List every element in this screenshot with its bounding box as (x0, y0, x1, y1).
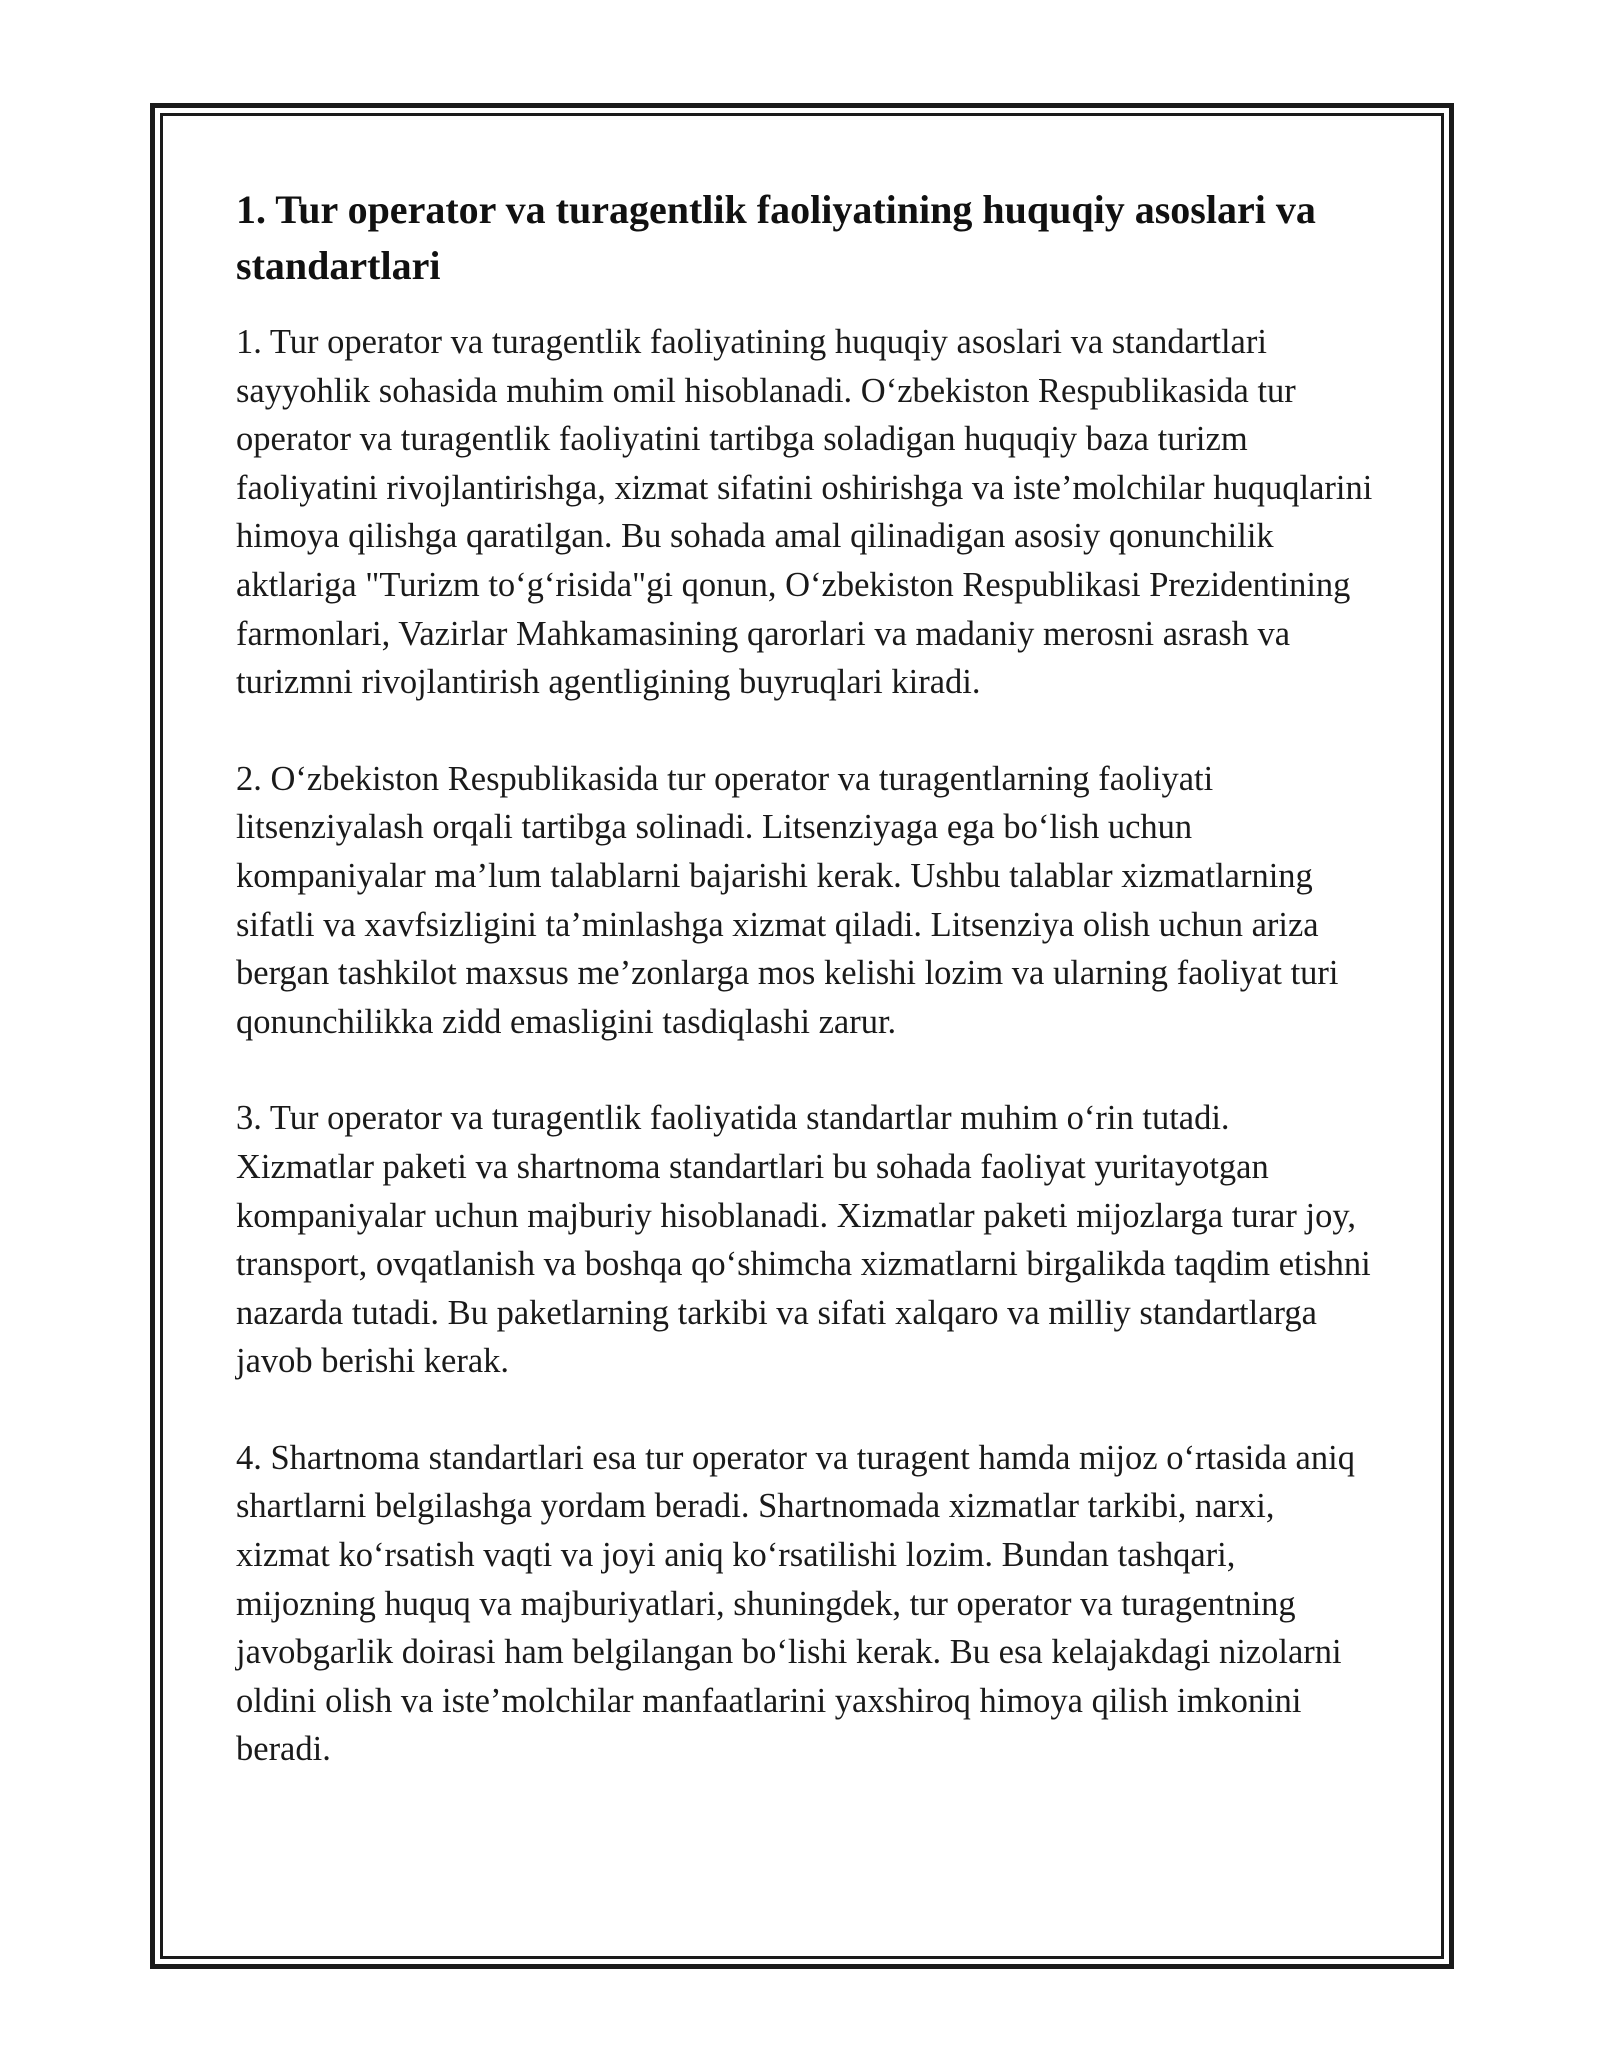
paragraph-2: 2. O‘zbekiston Respublikasida tur operator va turagentlarning faoliyati litsenziyalash orqali tartibga solinadi. Litsenziyaga ega bo‘lish uchun kompaniyalar ma’lum talablarni bajarishi kerak. Ushbu talablar xizmatlarning sifatli va xavfsizligini ta’minlashga xizmat qiladi. Litsenziya olish uchun ariza bergan tashkilot maxsus me’zonlarga mos kelishi lozim va ularning faoliyat turi qonunchilikka zidd emasligini tasdiqlashi zarur. (236, 759, 1339, 1041)
paragraph-3: 3. Tur operator va turagentlik faoliyatida standartlar muhim o‘rin tutadi. Xizmatlar paketi va shartnoma standartlari bu sohada faoliyat yuritayotgan kompaniyalar uchun majburiy hisoblanadi. Xizmatlar paketi mijozlarga turar joy, transport, ovqatlanish va boshqa qo‘shimcha xizmatlarni birgalikda taqdim etishni nazarda tutadi. Bu paketlarning tarkibi va sifati xalqaro va milliy standartlarga javob berishi kerak. (236, 1099, 1371, 1381)
paragraph-1: 1. Tur operator va turagentlik faoliyatining huquqiy asoslari va standartlari sayyohlik sohasida muhim omil hisoblanadi. O‘zbekiston Respublikasida tur operator va turagentlik faoliyatini tartibga soladigan huquqiy baza turizm faoliyatini rivojlantirishga, xizmat sifatini oshirishga va iste’molchilar huquqlarini himoya qilishga qaratilgan. Bu sohada amal qilinadigan asosiy qonunchilik aktlariga "Turizm to‘g‘risida"gi qonun, O‘zbekiston Respublikasi Prezidentining farmonlari, Vazirlar Mahkamasining qarorlari va madaniy merosni asrash va turizmni rivojlantirish agentligining buyruqlari kiradi. (236, 323, 1373, 702)
document-content (236, 182, 1376, 1822)
page-title: 1. Tur operator va turagentlik faoliyatining huquqiy asoslari va standartlari (236, 187, 1316, 288)
paragraph-4: 4. Shartnoma standartlari esa tur operator va turagent hamda mijoz o‘rtasida aniq shartlarni belgilashga yordam beradi. Shartnomada xizmatlar tarkibi, narxi, xizmat ko‘rsatish vaqti va joyi aniq ko‘rsatilishi lozim. Bundan tashqari, mijozning huquq va majburiyatlari, shuningdek, tur operator va turagentning javobgarlik doirasi ham belgilangan bo‘lishi kerak. Bu esa kelajakdagi nizolarni oldini olish va iste’molchilar manfaatlarini yaxshiroq himoya qilish imkonini beradi. (236, 1438, 1355, 1769)
